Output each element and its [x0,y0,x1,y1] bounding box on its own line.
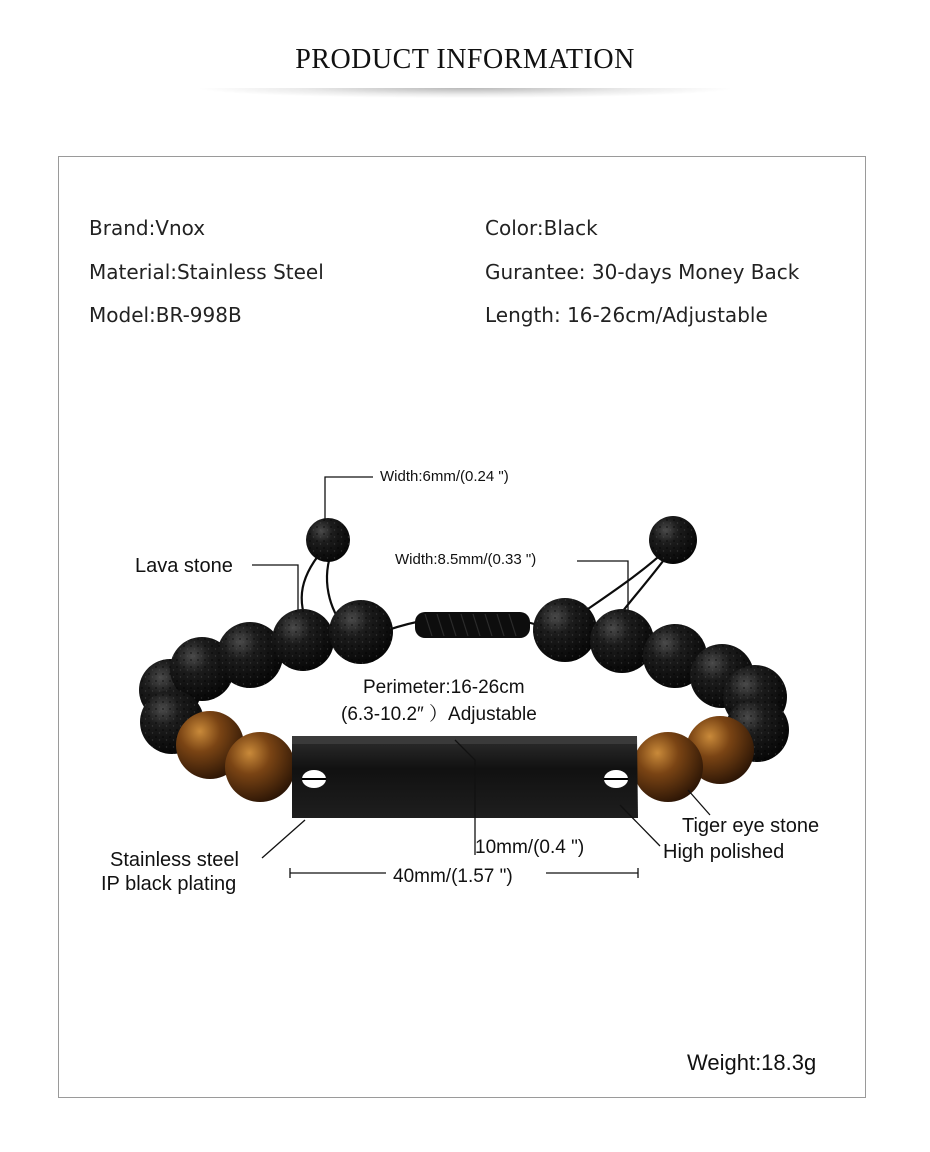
spec-color: Color:Black [485,216,598,240]
spec-guarantee: Gurantee: 30-days Money Back [485,260,800,284]
width-6mm-label: Width:6mm/(0.24 ") [380,468,509,485]
lava-bead [329,600,393,664]
tiger-eye-bead [633,732,703,802]
perimeter-inch-label: (6.3-10.2″ ）Adjustable [341,704,537,725]
lava-bead [272,609,334,671]
spec-material: Material:Stainless Steel [89,260,324,284]
perimeter-label: Perimeter:16-26cm [363,677,525,698]
width-8-5mm-label: Width:8.5mm/(0.33 ") [395,551,537,568]
spec-model: Model:BR-998B [89,303,242,327]
lava-bead [649,516,697,564]
plating-label-line2: IP black plating [101,873,237,895]
plating-label-line1: Stainless steel [110,849,239,871]
plate-length-label: 40mm/(1.57 ") [393,866,513,887]
lava-stone-label: Lava stone [135,555,233,577]
page-title: PRODUCT INFORMATION [295,44,635,75]
high-polished-label: High polished [663,841,785,863]
weight-label: Weight:18.3g [687,1050,817,1075]
tiger-eye-label: Tiger eye stone [682,815,820,837]
spec-length: Length: 16-26cm/Adjustable [485,303,768,327]
plate-height-label: 10mm/(0.4 ") [475,837,585,858]
spec-brand: Brand:Vnox [89,216,206,240]
lava-bead [306,518,350,562]
tiger-eye-bead [225,732,295,802]
lava-bead [533,598,597,662]
stainless-steel-plate [292,736,638,818]
